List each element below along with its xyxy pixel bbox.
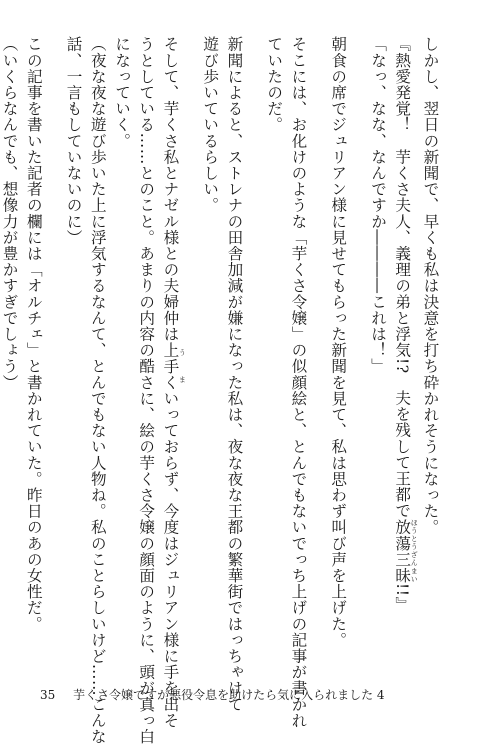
- book-title: 芋くさ令嬢ですが悪役令息を助けたら気に入られました 4: [73, 688, 385, 702]
- text-line: 新聞によると、ストレナの田舎加減が嫌になった私は、夜な夜な王都の繁華街ではっちゃけて: [225, 36, 244, 713]
- text-line: 「なっ、なな、なんですか――――これは！」: [369, 36, 387, 375]
- text-line: （いくらなんでも、想像力が豊かすぎでしょう）: [0, 36, 19, 391]
- text-line: うとしている……とのこと。あまりの内容の酷さに、絵の芋くさ令嬢の顔面のように、頭が真っ白: [137, 36, 156, 744]
- text-line: この記事を書いた記者の欄には「オルチェ」と書かれていた。昨日のあの女性だ。: [24, 36, 43, 632]
- text-line: そこには、お化けのような「芋くさ令嬢」の似顔絵と、とんでもないでっち上げの記事が書かれ: [289, 36, 308, 729]
- text-line: そして、芋くさ私とナゼル様との夫婦仲は上手く うまいっておらず、今度はジュリアン様に手を出そ: [161, 36, 187, 729]
- text-line: 『熱愛発覚！ 芋くさ夫人、義理の弟と浮気!? 夫を残して王都で放蕩三昧 ほうとうざんまい!!』: [393, 36, 419, 613]
- page-footer: [40, 688, 385, 702]
- ruby-annotation: 上手く うま: [161, 341, 187, 391]
- text-line: しかし、翌日の新聞で、早くも私は決意を打ち砕かれそうになった。: [421, 36, 440, 536]
- text-line: ていたのだ。: [265, 36, 284, 133]
- text-line: 話、一言もしていないのに）: [64, 36, 83, 246]
- text-line: 朝食の席でジュリアン様に見せてもらった新聞を見て、私は思わず叫び声を上げた。: [329, 36, 348, 648]
- ruby-annotation: 放蕩三昧 ほうとうざんまい: [393, 518, 419, 583]
- text-line: （夜な夜な遊び歩いた上に浮気するなんて、とんでもない人物ね。私のことらしいけど……こんな: [88, 36, 107, 744]
- text-line: になっていく。: [113, 36, 131, 149]
- text-line: 遊び歩いているらしい。: [201, 36, 220, 214]
- page-number: 35: [40, 688, 56, 702]
